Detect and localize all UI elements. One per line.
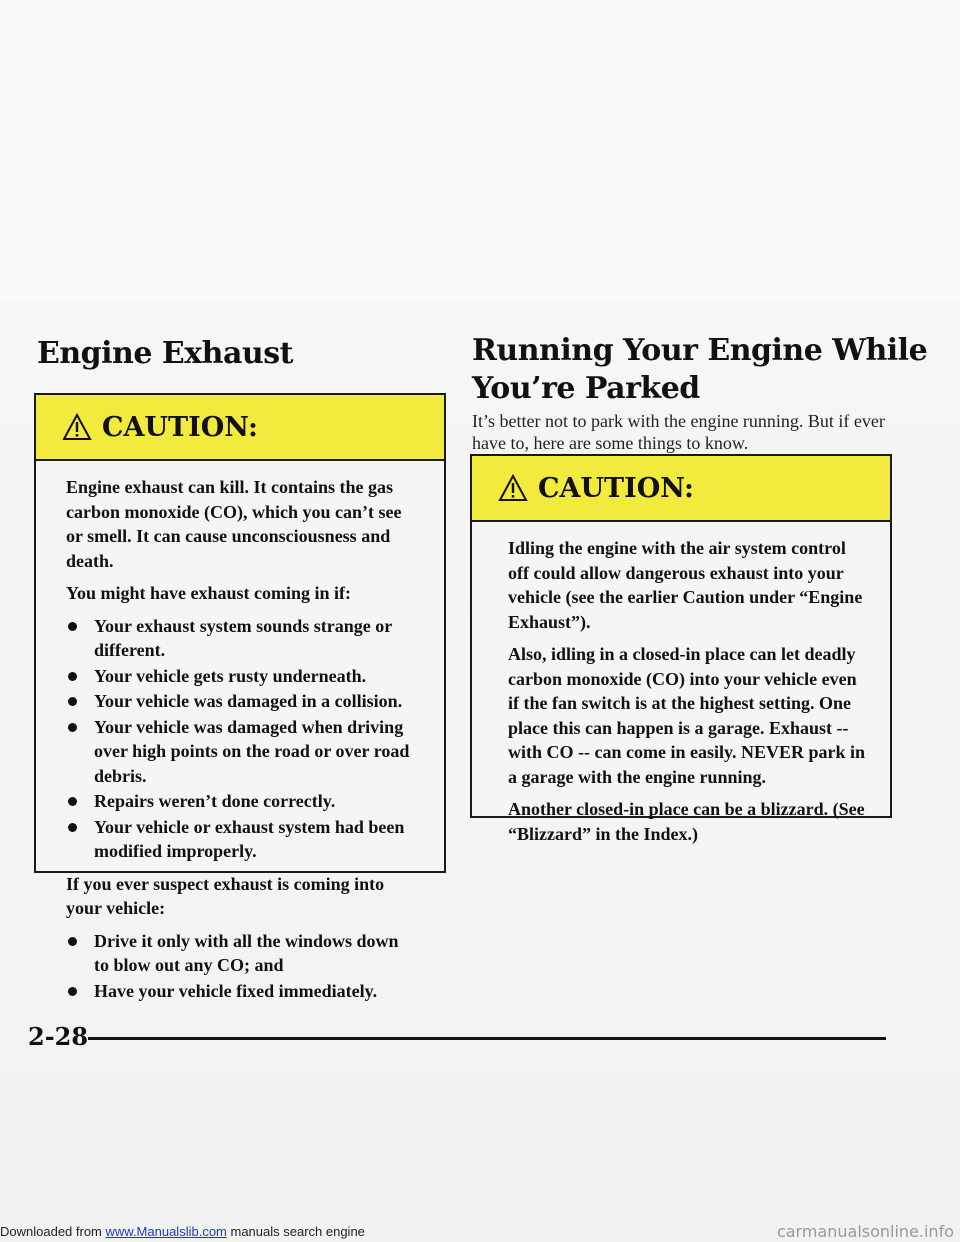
list-item: Have your vehicle fixed immediately. (66, 979, 414, 1004)
bullet-icon (68, 697, 77, 706)
caution-paragraph: You might have exhaust coming in if: (66, 583, 352, 603)
warning-triangle-icon (498, 474, 528, 502)
list-item: Your exhaust system sounds strange or different. (66, 614, 414, 663)
bullet-icon (68, 672, 77, 681)
caution-paragraph: Idling the engine with the air system control off could allow dangerous exhaust into your vehicle (see the earlier Caution under “Engine Exhaust”). (508, 538, 863, 632)
bullet-icon (68, 987, 77, 996)
top-margin (0, 0, 960, 300)
warning-triangle-icon (62, 413, 92, 441)
page-footer (0, 1022, 960, 1052)
caution-text (472, 522, 890, 846)
bullet-icon (68, 622, 77, 631)
list-item: Drive it only with all the windows down to blow out any CO; and (66, 929, 414, 978)
bullet-icon (68, 937, 77, 946)
list-item: Your vehicle was damaged when driving over high points on the road or over road debris. (66, 715, 414, 789)
list-item: Your vehicle was damaged in a collision. (66, 689, 414, 714)
caution-banner (36, 395, 444, 461)
bullet-icon (68, 823, 77, 832)
caution-text (36, 461, 444, 1003)
list-item: Repairs weren’t done correctly. (66, 789, 414, 814)
caution-paragraph: Engine exhaust can kill. It contains the gas carbon monoxide (CO), which you can’t see or smell. It can cause unconsciousness and death. (66, 477, 402, 571)
caution-paragraph: If you ever suspect exhaust is coming into your vehicle: (66, 873, 385, 918)
list-item: Your vehicle gets rusty underneath. (66, 664, 414, 689)
list-item: Your vehicle or exhaust system had been modified improperly. (66, 815, 414, 864)
bullet-icon (68, 723, 77, 732)
running-engine-heading: Running Your Engine While You’re Parked (472, 333, 928, 406)
credit-text: Downloaded from www.Manualslib.com manuals search engine (0, 1224, 365, 1239)
page-number: 2-28 (28, 1022, 89, 1051)
bullet-icon (68, 797, 77, 806)
caution-label: CAUTION: (538, 472, 694, 504)
engine-exhaust-caution-box (34, 393, 446, 1001)
manualslib-link[interactable]: www.Manualslib.com (105, 1224, 227, 1239)
caution-label: CAUTION: (102, 411, 258, 443)
download-credit (0, 1222, 960, 1242)
intro-paragraph: It’s better not to park with the engine running. But if ever have to, here are some things to know. (472, 411, 885, 453)
parked-caution-box (470, 454, 892, 844)
caution-banner (472, 456, 890, 522)
footer-rule (88, 1037, 886, 1040)
watermark-text: carmanualsonline.info (776, 1222, 954, 1241)
engine-exhaust-heading: Engine Exhaust (37, 336, 293, 371)
caution-paragraph: Also, idling in a closed-in place can let deadly carbon monoxide (CO) into your vehicle even if the fan switch is at the highest setting. One place this can happen is a garage. Exhaust -- with CO -- can come in easily. NEVER park in a garage with the engine running. (508, 644, 866, 787)
exhaust-symptoms-list (66, 614, 414, 864)
exhaust-actions-list (66, 929, 414, 1004)
caution-paragraph: Another closed-in place can be a blizzard. (See “Blizzard” in the Index.) (508, 799, 865, 844)
